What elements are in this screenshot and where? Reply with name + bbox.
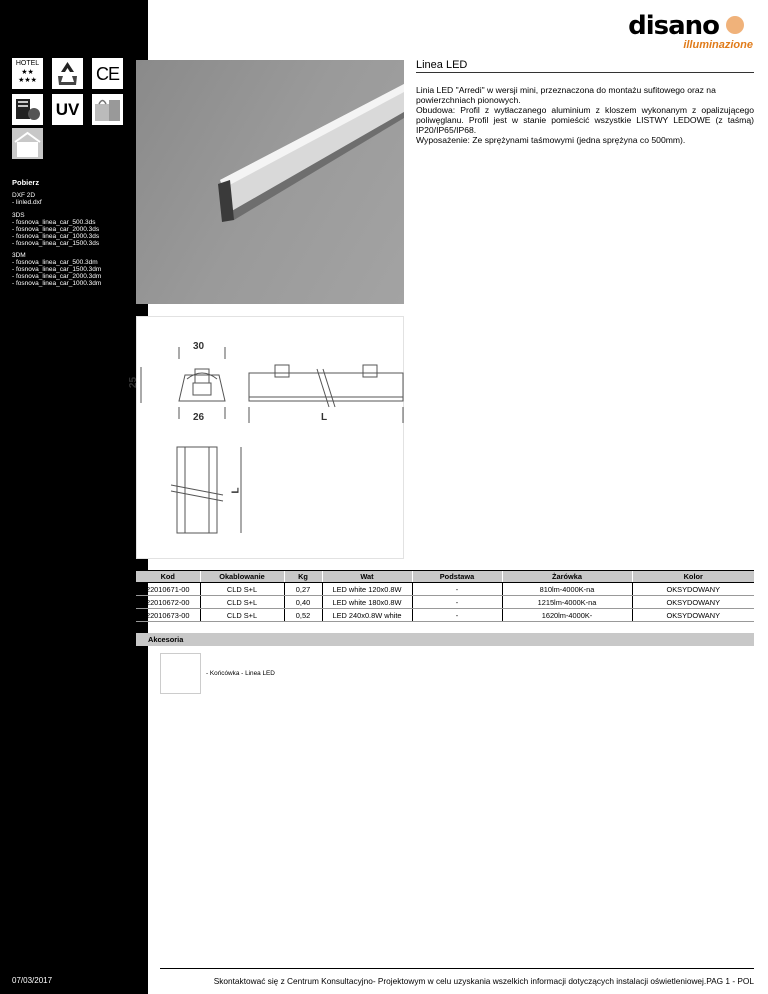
ceiling-mount-icon	[12, 128, 43, 159]
table-cell: OKSYDOWANY	[632, 583, 754, 596]
footer-divider	[160, 968, 754, 969]
hotel-icon: HOTEL ★★ ★★★	[12, 58, 43, 89]
table-cell: OKSYDOWANY	[632, 609, 754, 622]
product-title: Linea LED	[416, 59, 468, 71]
description-line: Obudowa: Profil z wytłaczanego aluminium z kloszem wykonanym z opalizującego poliwęglanu. Profil jest w stanie pomieścić wszystkie LISTWY LEDOWE (z taśmą) IP20/IP65/IP68.	[416, 105, 754, 135]
dxf-files[interactable]: DXF 2D - linled.dxf	[12, 192, 42, 206]
table-cell: 1215lm-4000K-na	[502, 596, 632, 609]
spec-table	[136, 570, 754, 622]
dim-length: L	[321, 412, 328, 423]
brand-logo: disano illuminazione	[628, 11, 753, 51]
title-divider	[416, 72, 754, 73]
table-cell: 0,52	[284, 609, 322, 622]
brand-sun-icon	[725, 15, 745, 35]
table-header-row	[136, 571, 754, 583]
dim-length-plan: L	[230, 487, 242, 494]
table-cell: -	[412, 583, 502, 596]
table-cell: 1620lm-4000K-	[502, 609, 632, 622]
column-header: Podstawa	[412, 571, 502, 583]
description-line: Wyposażenie: Ze sprężynami taśmowymi (jedna sprężyna co 500mm).	[416, 135, 686, 145]
accessory-image	[160, 653, 201, 694]
packaging-icon	[92, 94, 123, 125]
table-cell: LED 240x0.8W white	[322, 609, 412, 622]
table-cell: OKSYDOWANY	[632, 596, 754, 609]
table-row	[136, 609, 754, 622]
column-header: Wat	[322, 571, 412, 583]
document-date: 07/03/2017	[12, 976, 53, 985]
table-cell: CLD S+L	[200, 583, 284, 596]
table-cell: 810lm-4000K-na	[502, 583, 632, 596]
recycle-icon	[52, 58, 83, 89]
dim-width: 30	[193, 341, 205, 352]
table-cell: -	[412, 609, 502, 622]
ip-protection-icon	[12, 94, 43, 125]
accessories-heading: Akcesoria	[148, 635, 184, 644]
table-cell: 0,40	[284, 596, 322, 609]
accessory-item[interactable]: - Końcówka - Linea LED	[206, 670, 275, 677]
table-cell: 0,27	[284, 583, 322, 596]
3dm-files[interactable]: 3DM - fosnova_linea_car_500.3dm - fosnova_linea_car_1500.3dm - fosnova_linea_car_2000.3dm - fosnova_linea_car_1000.3dm	[12, 252, 102, 287]
column-header: Kod	[136, 571, 200, 583]
table-cell: CLD S+L	[200, 596, 284, 609]
dim-base: 26	[193, 412, 205, 423]
table-cell: 22010673-00	[136, 609, 200, 622]
table-row	[136, 596, 754, 609]
table-cell: LED white 120x0.8W	[322, 583, 412, 596]
table-cell: 22010672-00	[136, 596, 200, 609]
downloads-heading: Pobierz	[12, 178, 40, 187]
product-description	[416, 85, 754, 145]
table-cell: -	[412, 596, 502, 609]
column-header: Okablowanie	[200, 571, 284, 583]
table-cell: CLD S+L	[200, 609, 284, 622]
table-row	[136, 583, 754, 596]
column-header: Kolor	[632, 571, 754, 583]
dim-height: 25	[128, 376, 140, 389]
3ds-files[interactable]: 3DS - fosnova_linea_car_500.3ds - fosnova_linea_car_2000.3ds - fosnova_linea_car_1000.3ds - fosnova_linea_car_1500.3ds	[12, 212, 100, 247]
product-photo	[136, 60, 404, 304]
uv-resistant-icon: UV	[52, 94, 83, 125]
footer-text: Skontaktować się z Centrum Konsultacyjno- Projektowym w celu uzyskania wszelkich informacji dotyczących instalacji oświetleniowej.PAG 1 - POL	[213, 976, 754, 986]
accessories-bar	[136, 633, 754, 646]
ce-mark-icon: CE	[92, 58, 123, 89]
description-line: Linia LED "Arredi" w wersji mini, przeznaczona do montażu sufitowego oraz na powierzchniach pionowych.	[416, 85, 716, 105]
sidebar	[0, 0, 148, 994]
technical-drawing	[128, 316, 404, 559]
column-header: Kg	[284, 571, 322, 583]
table-cell: 22010671-00	[136, 583, 200, 596]
table-cell: LED white 180x0.8W	[322, 596, 412, 609]
column-header: Żarówka	[502, 571, 632, 583]
